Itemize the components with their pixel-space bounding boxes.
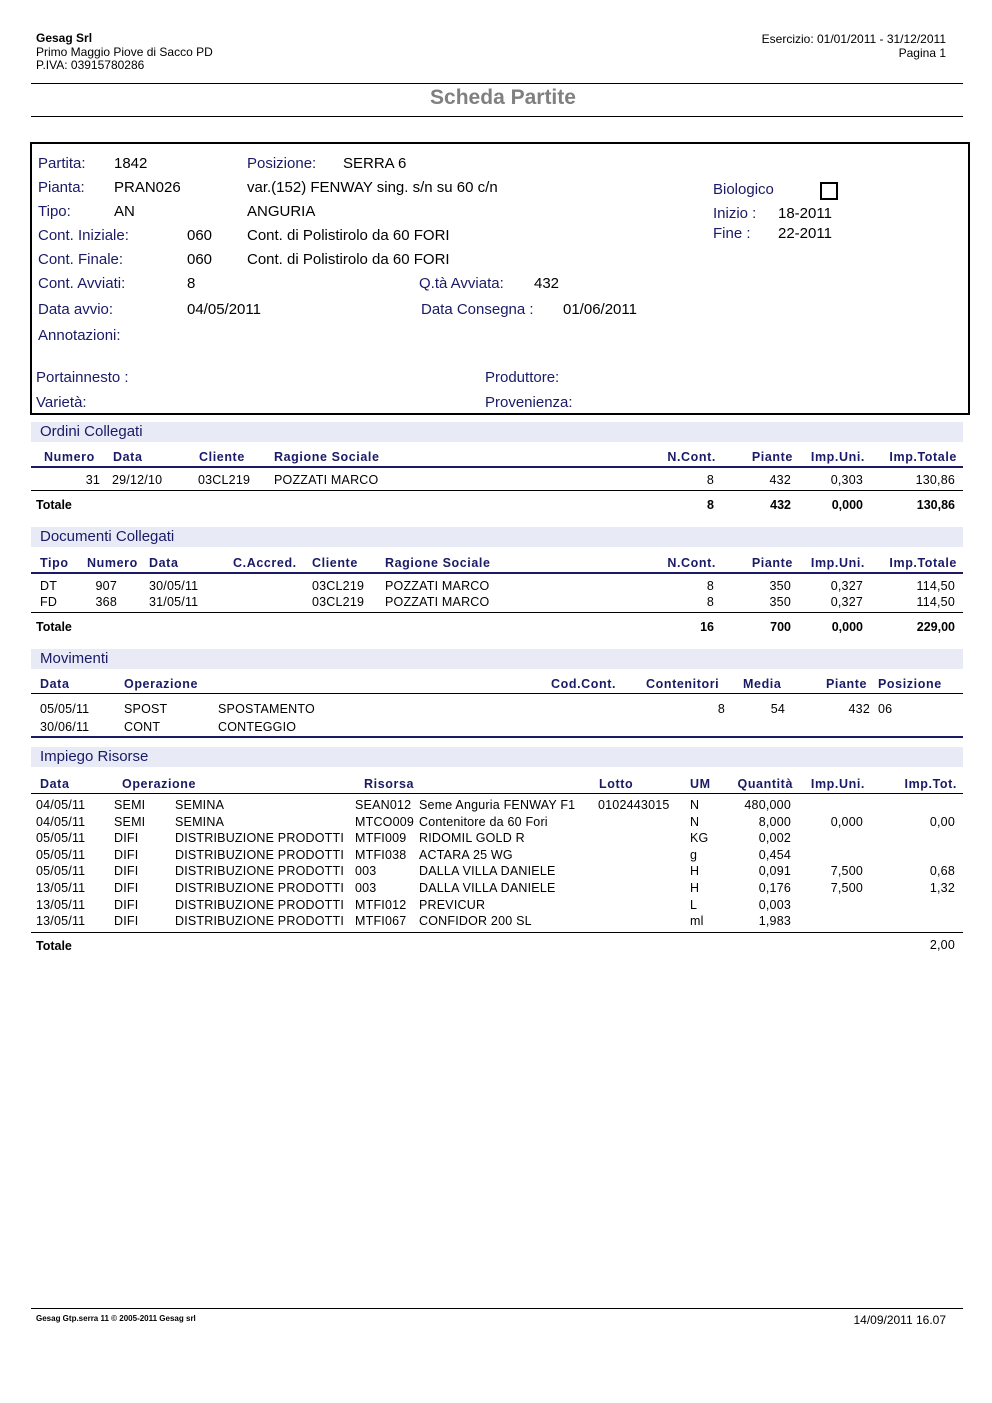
cell-codice-risorsa: SEAN012: [355, 798, 412, 812]
data-avvio-label: Data avvio:: [38, 301, 114, 318]
biologico-label: Biologico: [713, 181, 774, 198]
tipo-description: ANGURIA: [247, 203, 316, 220]
cell-data: 04/05/11: [36, 814, 86, 829]
cell-imptot: 0,68: [929, 864, 955, 879]
cell-descrizione: DISTRIBUZIONE PRODOTTI: [175, 881, 344, 895]
col-piante: Piante: [751, 450, 793, 464]
qta-avviata-value: 432: [534, 275, 560, 292]
col-numero: Numero: [44, 450, 95, 464]
cell-data: 29/12/10: [112, 473, 163, 487]
cell-codice-risorsa: MTFI038: [355, 847, 407, 862]
col-piante: Piante: [826, 677, 868, 691]
cell-quantita: 0,003: [758, 897, 791, 912]
cell-um: H: [690, 864, 700, 879]
ordini-title: Ordini Collegati: [40, 423, 143, 440]
col-quantita: Quantità: [737, 777, 793, 791]
cell-codice-risorsa: MTFI009: [355, 831, 407, 846]
totale-imptot: 2,00: [929, 938, 955, 952]
cell-risorsa: ACTARA 25 WG: [419, 847, 513, 862]
cell-numero: 907: [95, 579, 117, 593]
col-ncont: N.Cont.: [667, 556, 716, 570]
cell-tipo: FD: [40, 595, 58, 609]
cell-descrizione: DISTRIBUZIONE PRODOTTI: [175, 897, 344, 912]
cell-um: KG: [690, 831, 709, 846]
cell-data: 13/05/11: [36, 897, 86, 912]
cell-data: 13/05/11: [36, 881, 86, 895]
col-media: Media: [743, 677, 782, 691]
divider: [31, 490, 963, 491]
cont-iniziale-label: Cont. Iniziale:: [38, 227, 129, 244]
fine-label: Fine :: [713, 225, 751, 242]
cell-data: 13/05/11: [36, 914, 86, 929]
cell-quantita: 0,091: [758, 864, 791, 879]
totale-imptot: 229,00: [916, 620, 955, 634]
page-title: Scheda Partite: [430, 86, 576, 109]
cont-avviati-label: Cont. Avviati:: [38, 275, 126, 292]
risorse-section-header: [31, 747, 963, 767]
data-consegna-label: Data Consegna :: [421, 301, 534, 318]
cell-impuni: 7,500: [830, 881, 863, 895]
cell-quantita: 8,000: [758, 814, 791, 829]
col-imptotale: Imp.Totale: [889, 556, 957, 570]
cell-cliente: 03CL219: [312, 579, 365, 593]
col-ragione-sociale: Ragione Sociale: [274, 450, 380, 464]
portainnesto-label: Portainnesto :: [36, 369, 129, 386]
cell-data: 30/06/11: [40, 720, 90, 734]
movimenti-title: Movimenti: [40, 650, 109, 667]
cell-piante: 432: [848, 702, 870, 716]
cell-quantita: 0,002: [758, 831, 791, 846]
cell-operazione: DIFI: [114, 881, 139, 895]
totale-piante: 432: [770, 498, 791, 512]
cell-descrizione: DISTRIBUZIONE PRODOTTI: [175, 914, 344, 929]
fine-value: 22-2011: [778, 225, 832, 242]
totale-impuni: 0,000: [831, 498, 863, 512]
qta-avviata-label: Q.tà Avviata:: [419, 275, 504, 292]
cell-numero: 368: [95, 595, 117, 609]
ordini-section-header: [31, 422, 963, 442]
cell-codice-risorsa: MTCO009: [355, 814, 415, 829]
cell-um: N: [690, 798, 700, 812]
divider: [31, 1308, 963, 1309]
company-piva: P.IVA: 03915780286: [36, 58, 145, 72]
cell-descrizione: SEMINA: [175, 798, 225, 812]
cell-risorsa: Contenitore da 60 Fori: [419, 814, 548, 829]
col-ragione-sociale: Ragione Sociale: [385, 556, 491, 570]
tipo-label: Tipo:: [38, 203, 71, 220]
cell-quantita: 0,454: [758, 847, 791, 862]
cell-risorsa: PREVICUR: [419, 897, 486, 912]
cont-finale-description: Cont. di Polistirolo da 60 FORI: [247, 251, 450, 268]
tipo-value: AN: [114, 203, 135, 220]
col-ncont: N.Cont.: [667, 450, 716, 464]
cell-quantita: 1,983: [758, 914, 791, 929]
cell-um: ml: [690, 914, 704, 929]
col-contenitori: Contenitori: [646, 677, 720, 691]
divider: [31, 83, 963, 84]
cell-risorsa: RIDOMIL GOLD R: [419, 831, 525, 846]
cont-finale-value: 060: [187, 251, 213, 268]
cell-imptot: 1,32: [929, 881, 955, 895]
cont-avviati-value: 8: [187, 275, 196, 292]
pianta-label: Pianta:: [38, 179, 85, 196]
cell-impuni: 0,000: [830, 814, 863, 829]
totale-ncont: 8: [707, 498, 714, 512]
cell-operazione: CONT: [124, 720, 161, 734]
cont-finale-label: Cont. Finale:: [38, 251, 124, 268]
cell-codice-risorsa: 003: [355, 881, 377, 895]
col-numero: Numero: [87, 556, 138, 570]
company-name: Gesag Srl: [36, 31, 93, 45]
cell-tipo: DT: [40, 579, 58, 593]
company-address: Primo Maggio Piove di Sacco PD: [36, 45, 213, 59]
partita-label: Partita:: [38, 155, 86, 172]
cell-data: 05/05/11: [36, 847, 86, 862]
cell-data: 05/05/11: [40, 702, 90, 716]
footer-timestamp: 14/09/2011 16.07: [853, 1313, 946, 1327]
col-data: Data: [40, 677, 70, 691]
col-data: Data: [40, 777, 70, 791]
cell-operazione: SPOST: [124, 702, 168, 716]
cell-descrizione: DISTRIBUZIONE PRODOTTI: [175, 847, 344, 862]
col-cliente: Cliente: [199, 450, 245, 464]
inizio-value: 18-2011: [778, 205, 832, 222]
cell-operazione: SEMI: [114, 814, 146, 829]
totale-label: Totale: [36, 498, 72, 512]
col-impuni: Imp.Uni.: [810, 556, 865, 570]
divider: [31, 736, 963, 738]
biologico-checkbox: [820, 182, 838, 200]
cell-risorsa: Seme Anguria FENWAY F1: [419, 798, 576, 812]
documenti-section-header: [31, 527, 963, 547]
divider: [31, 932, 963, 933]
cell-impuni: 7,500: [830, 864, 863, 879]
cell-cliente: 03CL219: [312, 595, 365, 609]
cell-data: 04/05/11: [36, 798, 86, 812]
cell-piante: 432: [769, 473, 791, 487]
partita-value: 1842: [114, 155, 148, 172]
movimenti-section-header: [31, 649, 963, 669]
cell-codice-risorsa: 003: [355, 864, 377, 879]
data-avvio-value: 04/05/2011: [187, 301, 261, 318]
cell-risorsa: CONFIDOR 200 SL: [419, 914, 532, 929]
data-consegna-value: 01/06/2011: [563, 301, 637, 318]
col-impuni: Imp.Uni.: [810, 777, 865, 791]
col-cliente: Cliente: [312, 556, 358, 570]
cell-imptot: 130,86: [915, 473, 955, 487]
col-um: UM: [690, 777, 711, 791]
cell-impuni: 0,303: [830, 473, 863, 487]
divider: [31, 466, 963, 468]
posizione-label: Posizione:: [247, 155, 317, 172]
cell-piante: 350: [769, 595, 791, 609]
cell-ragione: POZZATI MARCO: [274, 473, 379, 487]
cell-operazione: DIFI: [114, 831, 139, 846]
totale-label: Totale: [36, 939, 72, 953]
cell-operazione: DIFI: [114, 847, 139, 862]
totale-ncont: 16: [700, 620, 714, 634]
cell-ragione: POZZATI MARCO: [385, 579, 490, 593]
cell-operazione: DIFI: [114, 914, 139, 929]
footer-copyright: Gesag Gtp.serra 11 © 2005-2011 Gesag srl: [36, 1314, 196, 1323]
col-operazione: Operazione: [122, 777, 197, 791]
col-piante: Piante: [751, 556, 793, 570]
inizio-label: Inizio :: [713, 205, 757, 222]
cell-ncont: 8: [706, 473, 714, 487]
col-codcont: Cod.Cont.: [551, 677, 617, 691]
cell-impuni: 0,327: [830, 579, 863, 593]
col-data: Data: [149, 556, 179, 570]
pianta-description: var.(152) FENWAY sing. s/n su 60 c/n: [247, 179, 498, 196]
cell-data: 05/05/11: [36, 864, 86, 879]
cell-codice-risorsa: MTFI012: [355, 897, 407, 912]
provenienza-label: Provenienza:: [485, 394, 573, 411]
cell-imptot: 114,50: [916, 579, 955, 593]
cell-descrizione: SEMINA: [175, 814, 225, 829]
cell-piante: 350: [769, 579, 791, 593]
cell-numero: 31: [85, 473, 100, 487]
esercizio: Esercizio: 01/01/2011 - 31/12/2011: [761, 32, 946, 46]
totale-piante: 700: [770, 620, 791, 634]
cell-data: 30/05/11: [149, 579, 199, 593]
col-posizione: Posizione: [878, 677, 942, 691]
cell-descrizione: DISTRIBUZIONE PRODOTTI: [175, 831, 344, 846]
totale-label: Totale: [36, 620, 72, 634]
cell-cliente: 03CL219: [198, 473, 251, 487]
totale-impuni: 0,000: [831, 620, 863, 634]
cell-risorsa: DALLA VILLA DANIELE: [419, 864, 556, 879]
produttore-label: Produttore:: [485, 369, 560, 386]
totale-imptot: 130,86: [916, 498, 955, 512]
divider: [31, 793, 963, 794]
cell-imptot: 0,00: [929, 814, 955, 829]
col-operazione: Operazione: [124, 677, 199, 691]
varieta-label: Varietà:: [36, 394, 87, 411]
col-tipo: Tipo: [40, 556, 69, 570]
cont-iniziale-value: 060: [187, 227, 213, 244]
cont-iniziale-description: Cont. di Polistirolo da 60 FORI: [247, 227, 450, 244]
cell-data: 05/05/11: [36, 831, 86, 846]
cell-um: N: [690, 814, 700, 829]
documenti-title: Documenti Collegati: [40, 528, 175, 545]
cell-posizione: 06: [878, 702, 893, 716]
cell-operazione: SEMI: [114, 798, 146, 812]
divider: [31, 572, 963, 574]
page-number: Pagina 1: [898, 46, 946, 60]
pianta-value: PRAN026: [114, 179, 181, 196]
posizione-value: SERRA 6: [343, 155, 407, 172]
cell-operazione: DIFI: [114, 897, 139, 912]
risorse-title: Impiego Risorse: [40, 748, 149, 765]
col-lotto: Lotto: [599, 777, 634, 791]
cell-imptot: 114,50: [916, 595, 955, 609]
cell-ragione: POZZATI MARCO: [385, 595, 490, 609]
col-impuni: Imp.Uni.: [810, 450, 865, 464]
col-imptotale: Imp.Totale: [889, 450, 957, 464]
cell-descrizione: DISTRIBUZIONE PRODOTTI: [175, 864, 344, 879]
cell-um: L: [690, 897, 698, 912]
divider: [31, 116, 963, 117]
cell-media: 54: [770, 702, 785, 716]
col-data: Data: [113, 450, 143, 464]
cell-ncont: 8: [706, 579, 714, 593]
cell-um: g: [690, 847, 698, 862]
cell-data: 31/05/11: [149, 595, 199, 609]
cell-descrizione: SPOSTAMENTO: [218, 702, 315, 716]
cell-quantita: 480,000: [744, 798, 791, 812]
cell-operazione: DIFI: [114, 864, 139, 879]
col-caccred: C.Accred.: [233, 556, 297, 570]
cell-contenitori: 8: [717, 702, 725, 716]
cell-descrizione: CONTEGGIO: [218, 720, 297, 734]
col-imptot: Imp.Tot.: [904, 777, 957, 791]
divider: [31, 612, 963, 613]
annotazioni-label: Annotazioni:: [38, 327, 121, 344]
divider: [31, 693, 963, 694]
col-risorsa: Risorsa: [364, 777, 415, 791]
cell-lotto: 0102443015: [598, 798, 670, 812]
cell-ncont: 8: [706, 595, 714, 609]
cell-risorsa: DALLA VILLA DANIELE: [419, 881, 556, 895]
cell-quantita: 0,176: [758, 881, 791, 895]
cell-um: H: [690, 881, 700, 895]
cell-impuni: 0,327: [830, 595, 863, 609]
cell-codice-risorsa: MTFI067: [355, 914, 407, 929]
